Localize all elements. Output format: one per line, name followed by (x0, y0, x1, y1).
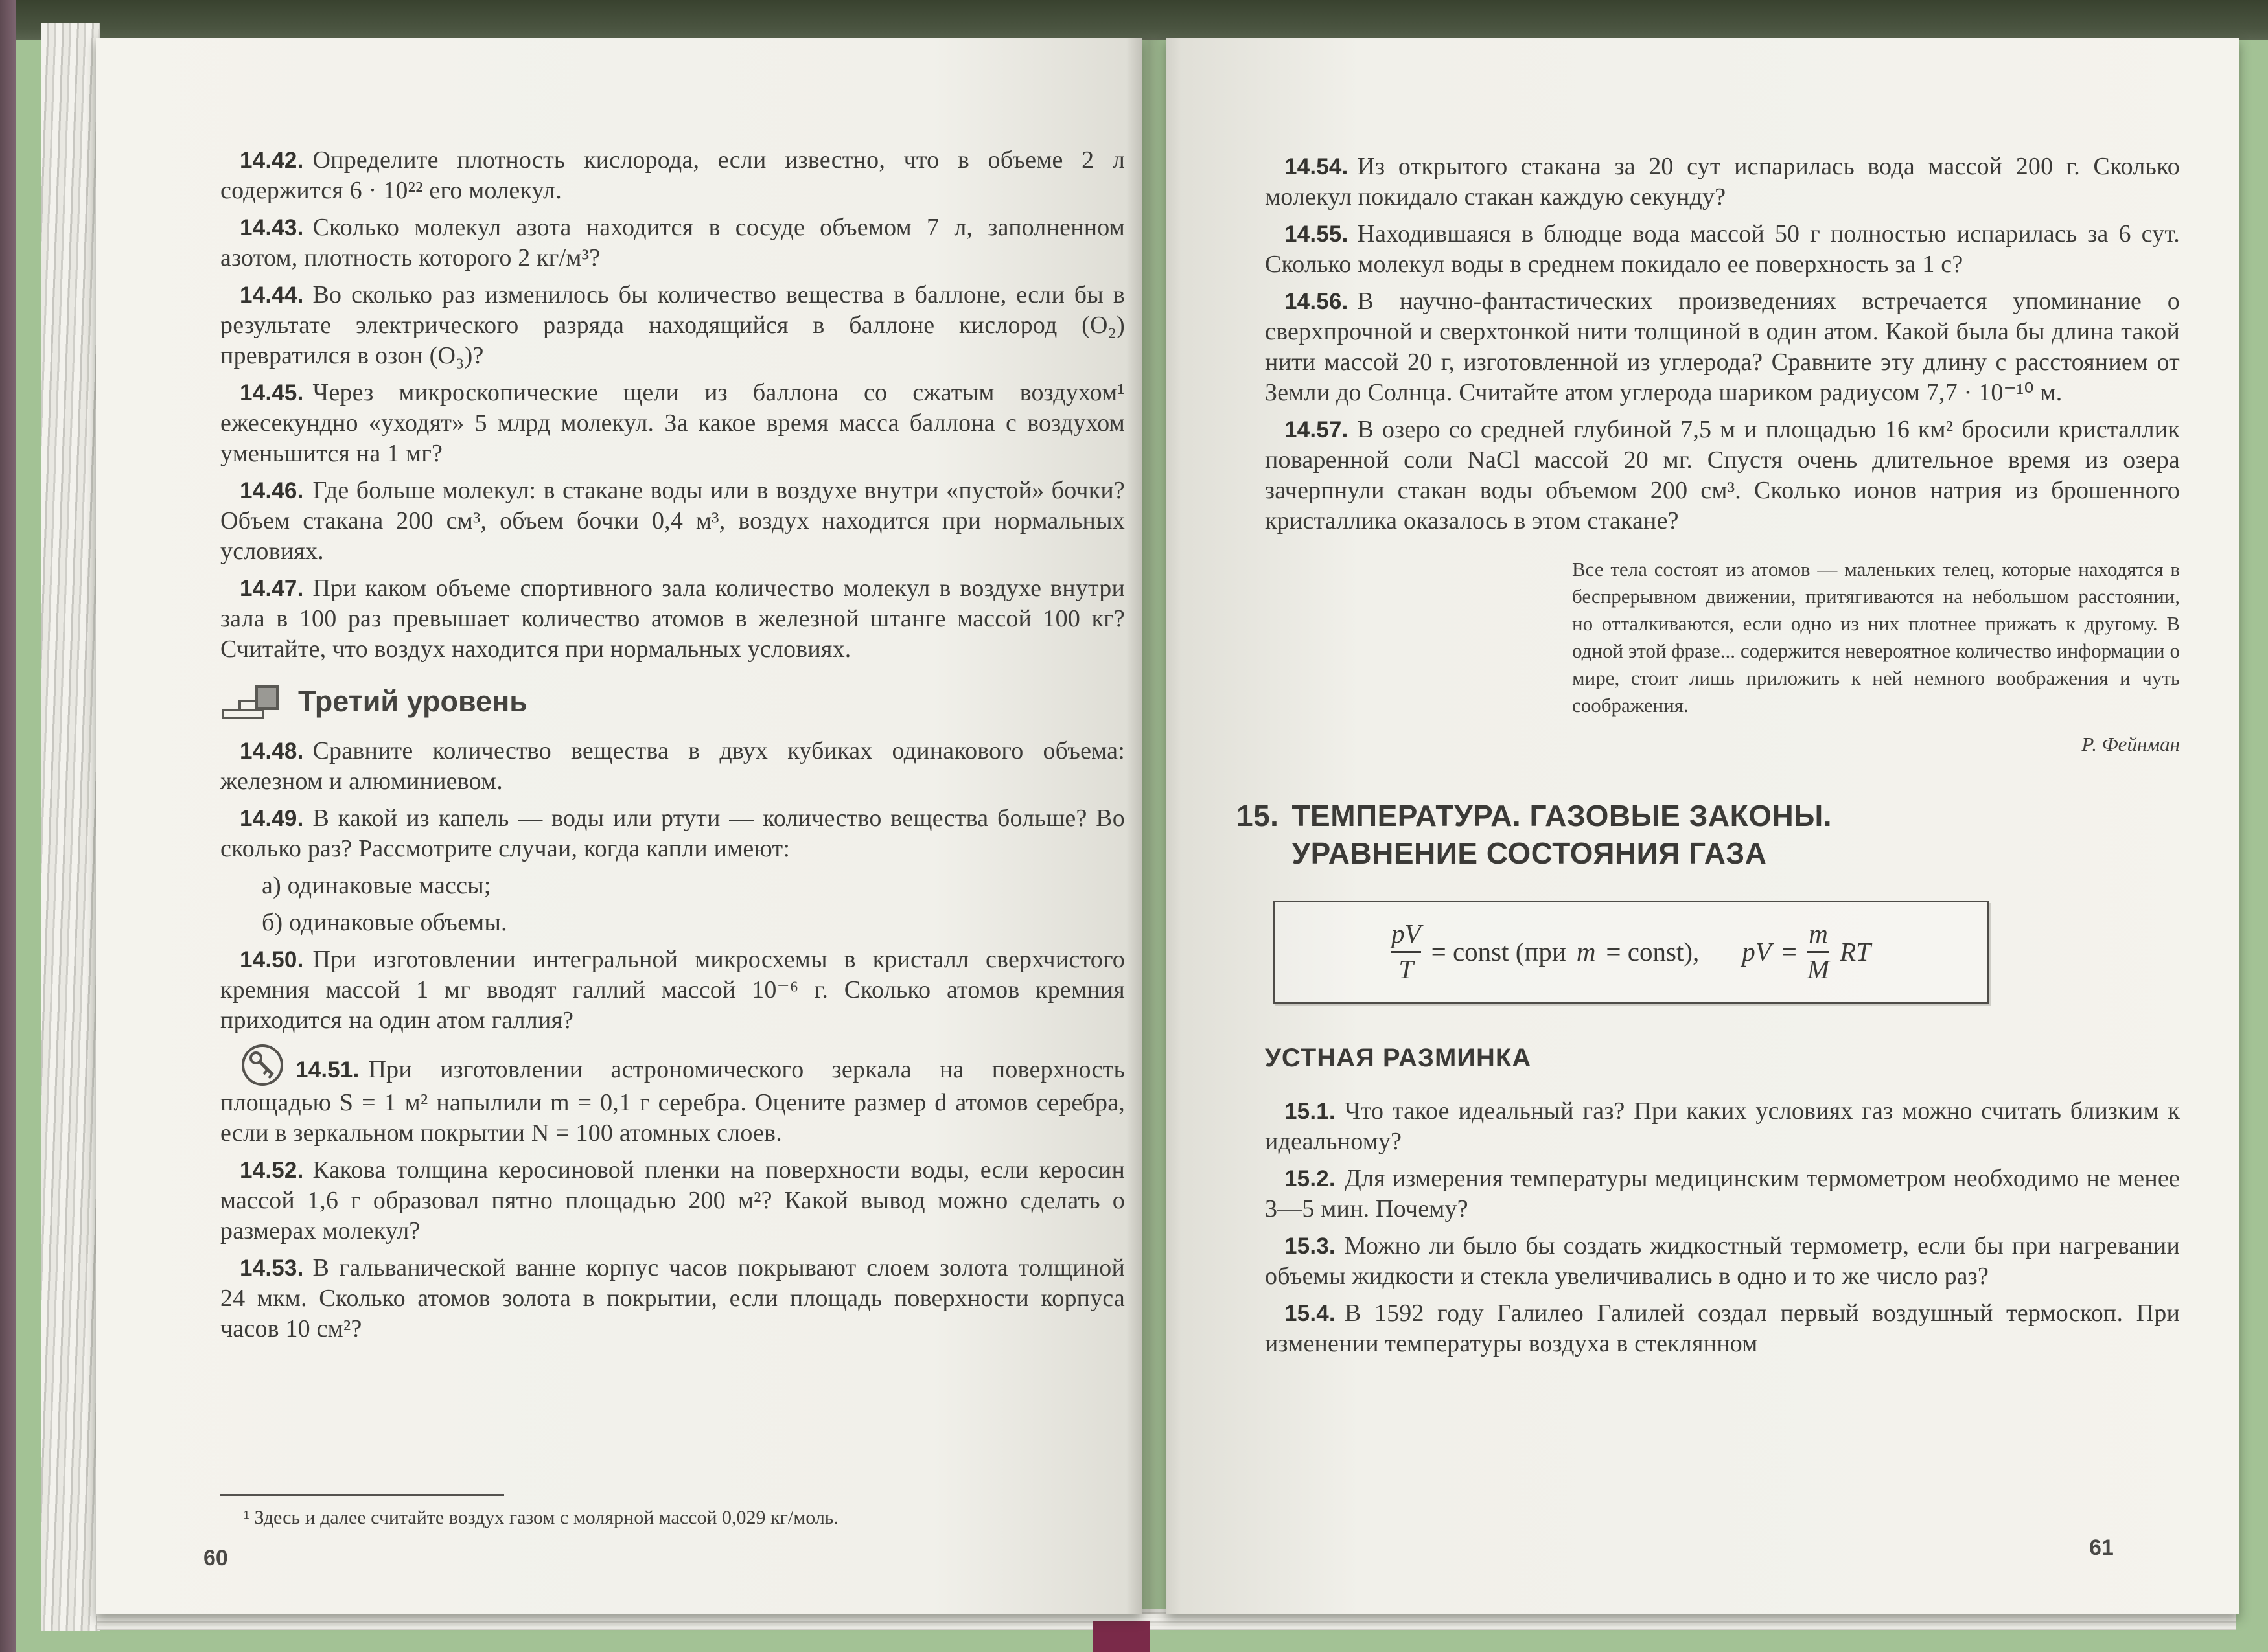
problem-number: 14.45. (240, 380, 304, 406)
problem-text: Из открытого стакана за 20 сут испарилась вода массой 200 г. Сколько молекул покидало стакан каждую секунду? (1265, 153, 2180, 211)
problem-number: 15.1. (1284, 1098, 1336, 1124)
problem-14-48 (220, 736, 1125, 797)
chapter-number: 15. (1236, 799, 1279, 832)
chapter-heading (1236, 797, 2180, 872)
fraction-bar (1807, 951, 1829, 953)
problem-text: В 1592 году Галилео Галилей создал первый воздушный термоскоп. При изменении температуры воздуха в стеклянном (1265, 1299, 2180, 1357)
problem-15-1 (1265, 1096, 2180, 1157)
problem-15-3 (1265, 1231, 2180, 1292)
page-number-right: 61 (2089, 1535, 2114, 1560)
problem-14-56 (1265, 286, 2180, 408)
problem-text: В гальванической ванне корпус часов покрывают слоем золота толщиной 24 мкм. Сколько атомов золота в покрытии, если площадь поверхности корпуса часов 10 см²? (220, 1254, 1125, 1342)
problem-text: Сравните количество вещества в двух кубиках одинакового объема: железном и алюминиевом. (220, 737, 1125, 795)
problem-text: Можно ли было бы создать жидкостный термометр, если бы при нагревании объемы жидкости и стекла увеличивались в одно и то же число раз? (1265, 1232, 2180, 1290)
problem-14-50 (220, 945, 1125, 1036)
problem-text: Определите плотность кислорода, если известно, что в объеме 2 л содержится 6 · 10²² его молекул. (220, 146, 1125, 204)
problem-text: Во сколько раз изменилось бы количество вещества в баллоне, если бы в результате электрического разряда находящийся в баллоне кислород (О₂) превратился в озон (О₃)? (220, 281, 1125, 369)
epigraph (1572, 556, 2180, 758)
problem-text: При каком объеме спортивного зала количество молекул в воздухе внутри зала в 100 раз превышает количество атомов в железной штанге массой 100 кг? Считайте, что воздух находится при нормальных условиях. (220, 575, 1125, 663)
problem-14-52 (220, 1155, 1125, 1246)
problem-14-47 (220, 573, 1125, 665)
formula-const-close: = const), (1606, 937, 1700, 967)
problem-text: Сколько молекул азота находится в сосуде объемом 7 л, заполненном азотом, плотность которого 2 кг/м³? (220, 214, 1125, 271)
footnote (220, 1494, 1121, 1531)
warmup-heading: УСТНАЯ РАЗМИНКА (1265, 1043, 1532, 1072)
problem-number: 14.52. (240, 1158, 304, 1183)
right-page (1166, 38, 2239, 1614)
problem-number: 14.55. (1284, 222, 1348, 247)
problem-14-46 (220, 476, 1125, 567)
problem-number: 14.49. (240, 806, 304, 831)
problem-number: 14.54. (1284, 154, 1348, 179)
problem-14-53 (220, 1253, 1125, 1344)
problem-number: 15.4. (1284, 1300, 1336, 1326)
chapter-title: ТЕМПЕРАТУРА. ГАЗОВЫЕ ЗАКОНЫ. УРАВНЕНИЕ СОСТОЯНИЯ ГАЗА (1291, 799, 1833, 870)
level-3-heading (220, 682, 1125, 722)
fraction-m-M: $\frac{m}{M}$ (1807, 919, 1830, 984)
problem-text: В озеро со средней глубиной 7,5 м и площадью 16 км² бросили кристаллик поваренной соли NaCl массой 20 мг. Спустя очень длительное время из озера зачерпнули стакан воды объемом 200 см³. Сколько ионов натрия из брошенного кристаллика оказалось в этом стакане? (1265, 416, 2180, 534)
formula-var-m: m (1576, 937, 1596, 967)
formula-equals-const: = const (при (1431, 937, 1566, 967)
formula-box (1273, 901, 1989, 1004)
book-cover-top-edge (0, 0, 2268, 40)
problem-number: 14.47. (240, 576, 304, 601)
problem-14-49 (220, 803, 1125, 864)
formula-rt: RT (1840, 937, 1871, 967)
fraction-pv-t: $\frac{pV}{T}$ (1391, 919, 1421, 984)
problem-number: 14.43. (240, 215, 304, 240)
problem-text: Находившаяся в блюдце вода массой 50 г полностью испарилась за 6 сут. Сколько молекул воды в среднем покидало ее поверхность за 1 с? (1265, 220, 2180, 278)
problem-text: При изготовлении астрономического зеркала на поверхность площадью S = 1 м² напылили m = 0,1 г серебра. Оцените размер d атомов серебра, если в зеркальном покрытии N = 100 атомных слоев. (220, 1056, 1125, 1147)
level-heading-label: Третий уровень (298, 685, 527, 718)
problem-14-49-item-b: б) одинаковые объемы. (262, 909, 507, 936)
formula-equals: = (1781, 937, 1797, 967)
problem-text: Для измерения температуры медицинским термометром необходимо не менее 3—5 мин. Почему? (1265, 1164, 2180, 1222)
problem-text: В какой из капель — воды или ртути — количество вещества больше? Во сколько раз? Рассмотрите случаи, когда капли имеют: (220, 805, 1125, 862)
problem-text: В научно-фантастических произведениях встречается упоминание о сверхпрочной и сверхтонкой нити толщиной в один атом. Какой была бы длина такой нити массой 20 г, изготовленной из углерода? Сравните эту длину с расстоянием от Земли до Солнца. Считайте атом углерода шариком радиусом 7,7 · 10⁻¹⁰ м. (1265, 288, 2180, 406)
formula-pv: pV (1742, 937, 1772, 967)
problem-number: 14.48. (240, 739, 304, 764)
problem-14-42 (220, 145, 1125, 206)
page-number-left: 60 (203, 1546, 228, 1570)
problem-text: Что такое идеальный газ? При каких условиях газ можно считать близким к идеальному? (1265, 1097, 2180, 1155)
book-gutter (1126, 38, 1181, 1614)
problem-14-57 (1265, 415, 2180, 536)
problem-text: При изготовлении интегральной микросхемы в кристалл сверхчистого кремния массой 1 мг вводят галлий массой 10⁻⁶ г. Сколько атомов кремния приходится на один атом галлия? (220, 946, 1125, 1034)
problem-text: Где больше молекул: в стакане воды или в воздухе внутри «пустой» бочки? Объем стакана 200 см³, объем бочки 0,4 м³, воздух находится при нормальных условиях. (220, 477, 1125, 565)
right-page-content (1166, 38, 2239, 1359)
bookmark-ribbon (1093, 1621, 1150, 1652)
left-page-content (96, 38, 1142, 1344)
problem-number: 15.3. (1284, 1233, 1336, 1259)
problem-number: 14.56. (1284, 289, 1348, 314)
problem-14-51 (220, 1042, 1125, 1149)
problem-14-45 (220, 378, 1125, 469)
problem-15-4 (1265, 1298, 2180, 1359)
problem-number: 14.53. (240, 1256, 304, 1281)
epigraph-text: Все тела состоят из атомов — маленьких телец, которые находятся в беспрерывном движении, притягиваются на небольшом расстоянии, но отталкиваются, если одно из них плотнее прижать к другому. В одной этой фразе... содержится невероятное количество информации о мире, стоит лишь приложить к ней немного воображения и чуть соображения. (1572, 558, 2180, 717)
problem-number: 14.50. (240, 947, 304, 972)
problem-15-2 (1265, 1164, 2180, 1224)
problem-number: 14.44. (240, 282, 304, 308)
problem-14-54 (1265, 152, 2180, 212)
problem-14-49-item-a: а) одинаковые массы; (262, 872, 491, 899)
problem-number: 14.51. (295, 1057, 360, 1083)
book-spine-edge (0, 0, 16, 1652)
epigraph-author: Р. Фейнман (2081, 733, 2180, 755)
problem-number: 15.2. (1284, 1165, 1336, 1191)
problem-text: Через микроскопические щели из баллона со сжатым воздухом¹ ежесекундно «уходят» 5 млрд молекул. За какое время масса баллона с воздухом уменьшится на 1 мг? (220, 379, 1125, 467)
left-page (96, 38, 1142, 1614)
problem-14-44 (220, 280, 1125, 371)
key-icon (240, 1042, 285, 1088)
problem-14-55 (1265, 219, 2180, 280)
steps-icon (220, 682, 281, 722)
problem-text: Какова толщина керосиновой пленки на поверхности воды, если керосин массой 1,6 г образовал пятно площадью 200 м²? Какой вывод можно сделать о размерах молекул? (220, 1156, 1125, 1245)
footnote-text: ¹ Здесь и далее считайте воздух газом с молярной массой 0,029 кг/моль. (244, 1507, 839, 1528)
problem-number: 14.42. (240, 148, 304, 173)
page-stack-edge (41, 23, 100, 1631)
footnote-rule (220, 1494, 504, 1496)
problem-14-43 (220, 212, 1125, 273)
problem-number: 14.57. (1284, 417, 1348, 442)
problem-number: 14.46. (240, 478, 304, 503)
fraction-bar (1391, 951, 1421, 953)
